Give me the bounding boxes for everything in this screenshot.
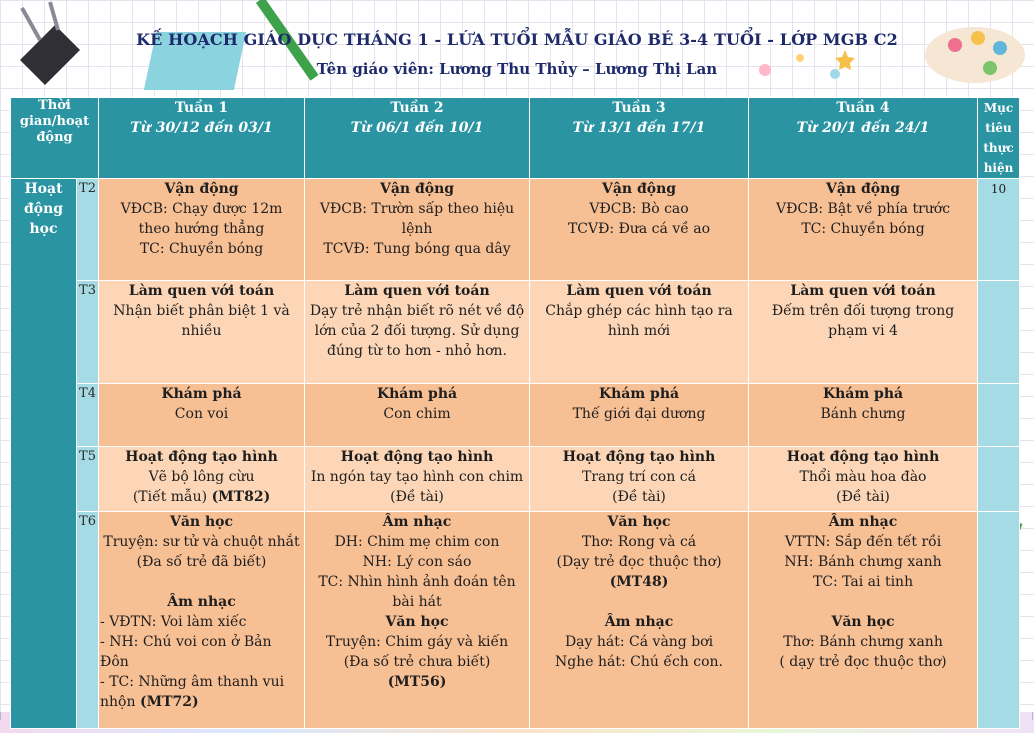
week-2-header: Tuần 2 Từ 06/1 đến 10/1	[305, 98, 530, 179]
activity-cell: Khám phá Bánh chưng	[749, 384, 978, 447]
goal-cell: 10	[978, 179, 1020, 281]
goal-header: Mục tiêu thực hiện	[978, 98, 1020, 179]
palette-icon	[900, 10, 1030, 90]
activity-cell: Hoạt động tạo hình Thổi màu hoa đào (Đề tài)	[749, 447, 978, 512]
table-row	[11, 384, 1020, 447]
activity-cell: Làm quen với toán Nhận biết phân biệt 1 và nhiều	[99, 281, 305, 384]
activity-cell: Khám phá Thế giới đại dương	[530, 384, 749, 447]
activity-cell: Vận động VĐCB: Chạy được 12m theo hướng thẳng TC: Chuyền bóng	[99, 179, 305, 281]
activity-cell: Vận động VĐCB: Bò cao TCVĐ: Đưa cá về ao	[530, 179, 749, 281]
day-label: T4	[77, 384, 99, 447]
day-label: T6	[77, 512, 99, 729]
table-row	[11, 512, 1020, 729]
goal-cell	[978, 447, 1020, 512]
time-activity-header: Thời gian/hoạt động	[11, 98, 99, 179]
activity-cell: Làm quen với toán Chắp ghép các hình tạo ra hình mới	[530, 281, 749, 384]
activity-cell: Khám phá Con chim	[305, 384, 530, 447]
side-label: Hoạt động học	[11, 179, 77, 729]
activity-cell: Hoạt động tạo hình In ngón tay tạo hình con chim (Đề tài)	[305, 447, 530, 512]
goal-cell	[978, 512, 1020, 729]
activity-cell: Văn học Truyện: sư tử và chuột nhắt (Đa số trẻ đã biết) Âm nhạc - VĐTN: Voi làm xiếc - NH: Chú voi con ở Bản Đôn - TC: Những âm thanh vui nhộn (MT72)	[99, 512, 305, 729]
activity-cell: Âm nhạc VTTN: Sắp đến tết rồi NH: Bánh chưng xanh TC: Tai ai tinh Văn học Thơ: Bánh chưng xanh ( dạy trẻ đọc thuộc thơ)	[749, 512, 978, 729]
education-plan-table	[10, 97, 1020, 729]
teacher-names: Tên giáo viên: Lương Thu Thủy – Lương Thị Lan	[316, 60, 718, 78]
activity-cell: Làm quen với toán Đếm trên đối tượng trong phạm vi 4	[749, 281, 978, 384]
activity-cell: Hoạt động tạo hình Trang trí con cá (Đề tài)	[530, 447, 749, 512]
week-3-header: Tuần 3 Từ 13/1 đến 17/1	[530, 98, 749, 179]
day-label: T5	[77, 447, 99, 512]
table-row	[11, 281, 1020, 384]
day-label: T2	[77, 179, 99, 281]
activity-cell: Làm quen với toán Dạy trẻ nhận biết rõ nét về độ lớn của 2 đối tượng. Sử dụng đúng từ to hơn - nhỏ hơn.	[305, 281, 530, 384]
week-4-header: Tuần 4 Từ 20/1 đến 24/1	[749, 98, 978, 179]
activity-cell: Vận động VĐCB: Trườn sấp theo hiệu lệnh TCVĐ: Tung bóng qua dây	[305, 179, 530, 281]
activity-cell: Văn học Thơ: Rong và cá (Dạy trẻ đọc thuộc thơ) (MT48) Âm nhạc Dạy hát: Cá vàng bơi Nghe hát: Chú ếch con.	[530, 512, 749, 729]
goal-cell	[978, 384, 1020, 447]
activity-cell: Âm nhạc DH: Chim mẹ chim con NH: Lý con sáo TC: Nhìn hình ảnh đoán tên bài hát Văn học Truyện: Chim gáy và kiến (Đa số trẻ chưa biết) (MT56)	[305, 512, 530, 729]
week-1-header: Tuần 1 Từ 30/12 đến 03/1	[99, 98, 305, 179]
goal-cell	[978, 281, 1020, 384]
day-label: T3	[77, 281, 99, 384]
activity-cell: Vận động VĐCB: Bật về phía trước TC: Chuyền bóng	[749, 179, 978, 281]
activity-cell: Hoạt động tạo hình Vẽ bộ lông cừu (Tiết mẫu) (MT82)	[99, 447, 305, 512]
table-row	[11, 179, 1020, 281]
header-row	[11, 98, 1020, 179]
table-row	[11, 447, 1020, 512]
page-title: KẾ HOẠCH GIÁO DỤC THÁNG 1 - LỨA TUỔI MẪU GIÁO BÉ 3-4 TUỔI - LỚP MGB C2	[136, 30, 898, 49]
activity-cell: Khám phá Con voi	[99, 384, 305, 447]
